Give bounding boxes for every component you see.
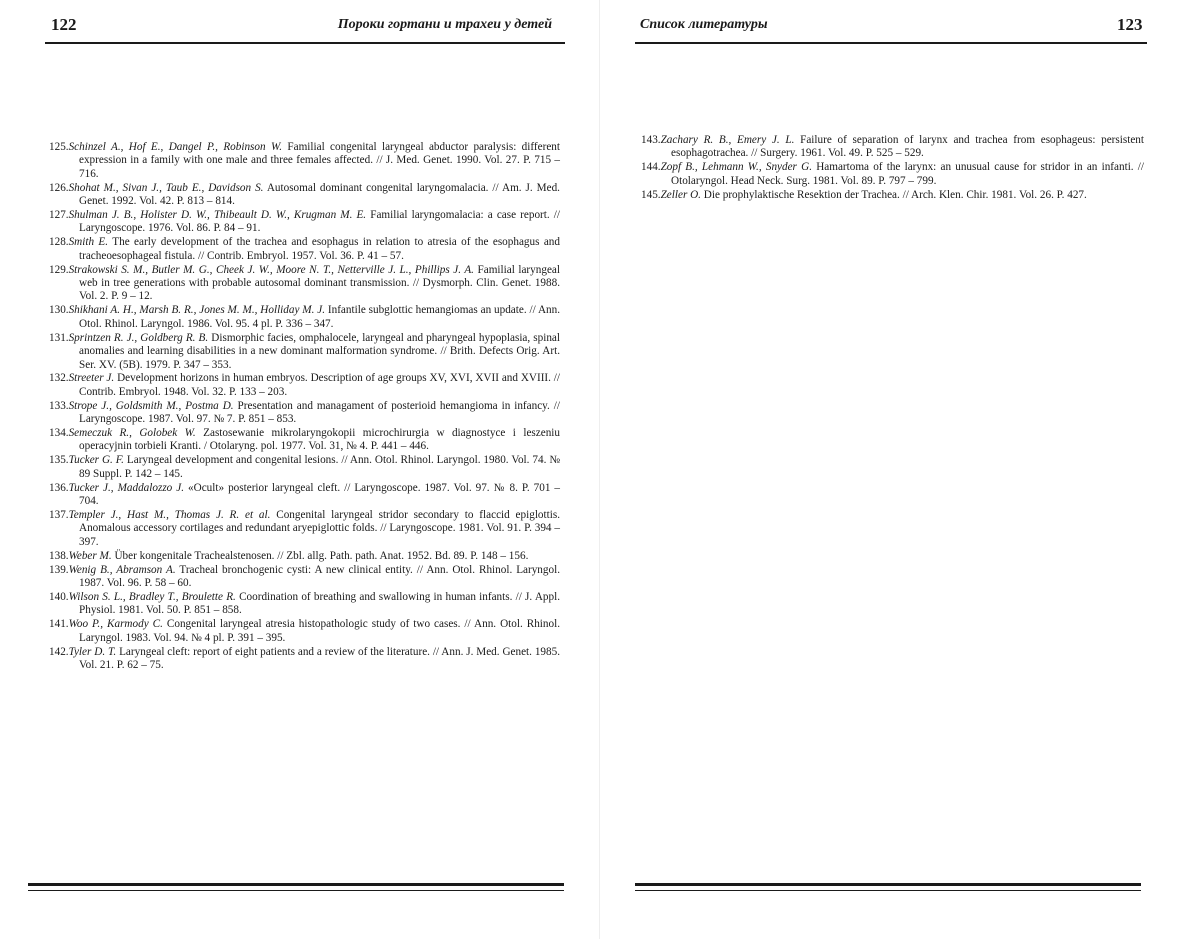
footer-rule-left (28, 883, 564, 886)
reference-text: Autosomal dominant congenital laryngomalacia. // Am. J. Med. Genet. 1992. Vol. 42. P. 813 – 814. (79, 181, 560, 208)
reference-number: 131. (49, 331, 69, 344)
reference-entry (49, 372, 560, 399)
reference-number: 126. (49, 181, 69, 194)
reference-number: 130. (49, 304, 69, 317)
reference-authors: Wilson S. L., Bradley T., Broulette R. (68, 590, 236, 603)
reference-entry (49, 509, 560, 549)
reference-authors: Wenig B., Abramson A. (68, 563, 176, 576)
reference-text: Coordination of breathing and swallowing in human infants. // J. Appl. Physiol. 1981. Vol. 50. P. 851 – 858. (79, 590, 560, 617)
reference-number: 133. (49, 399, 69, 412)
reference-text: Hamartoma of the larynx: an unusual cause for stridor in an infanti. // Otolaryngol. Head Neck. Surg. 1981. Vol. 89. P. 797 – 799. (671, 161, 1145, 187)
reference-number: 141. (49, 618, 69, 631)
reference-text: Presentation and managament of posterioid hemangioma in infancy. // Laryngoscope. 1987. Vol. 97. № 7. P. 851 – 853. (79, 399, 560, 426)
reference-text: Laryngeal development and congenital lesions. // Ann. Otol. Rhinol. Laryngol. 1980. Vol. 74. № 89 Suppl. P. 142 – 145. (79, 454, 560, 480)
right-page (600, 0, 1200, 939)
reference-authors: Strakowski S. M., Butler M. G., Cheek J. W., Moore N. T., Netterville J. L., Phillips J. A. (68, 263, 474, 276)
reference-entry (49, 332, 560, 372)
footer-rule-right (635, 883, 1141, 886)
reference-entry (49, 141, 560, 181)
reference-number: 135. (49, 454, 69, 467)
running-head-left: Пороки гортани и трахеи у детей (337, 17, 552, 32)
reference-number: 125. (49, 141, 69, 153)
reference-text: Dismorphic facies, omphalocele, laryngeal and pharyngeal hypoplasia, spinal anomalies and learning disabilities in a new dominant malformation syndrome. // Brith. Defects Orig. Art. Ser. XV. (5B). 1979. P. 347 – 353. (79, 331, 560, 371)
reference-authors: Zeller O. (660, 188, 701, 201)
reference-entry (49, 564, 560, 591)
reference-authors: Tucker J., Maddalozzo J. (68, 481, 185, 494)
reference-number: 142. (49, 645, 69, 658)
reference-text: «Ocult» posterior laryngeal cleft. // Laryngoscope. 1987. Vol. 97. № 8. P. 701 – 704. (79, 481, 561, 508)
reference-entry (49, 209, 560, 236)
reference-entry (49, 264, 560, 304)
reference-authors: Shikhani A. H., Marsh B. R., Jones M. M., Holliday M. J. (68, 304, 326, 317)
reference-authors: Sprintzen R. J., Goldberg R. B. (68, 331, 209, 344)
reference-authors: Streeter J. (68, 372, 115, 385)
header-rule-right (635, 42, 1147, 44)
reference-entry (49, 618, 560, 645)
reference-text: Zastosewanie mikrolaryngokopii microchirurgia w diagnostyce i leszeniu operacyjnin torbieli Kranti. / Otolaryng. pol. 1977. Vol. 31, № 4. P. 441 – 446. (79, 427, 560, 453)
reference-number: 137. (49, 508, 69, 521)
reference-authors: Weber M. (68, 549, 112, 562)
reference-authors: Templer J., Hast M., Thomas J. R. et al. (68, 508, 271, 521)
reference-text: Infantile subglottic hemangiomas an update. // Ann. Otol. Rhinol. Laryngol. 1986. Vol. 95. 4 pl. P. 336 – 347. (79, 304, 561, 330)
reference-text: Congenital laryngeal atresia histopathologic study of two cases. // Ann. Otol. Rhinol. Laryngol. 1983. Vol. 94. № 4 pl. P. 391 – 395. (79, 618, 560, 644)
reference-authors: Tyler D. T. (68, 645, 117, 658)
reference-text: The early development of the trachea and esophagus in relation to atresia of the esophagus and tracheoesophageal fistula. // Contrib. Embryol. 1957. Vol. 36. P. 41 – 57. (79, 236, 560, 262)
reference-entry (49, 400, 560, 427)
running-head-right: Список литературы (640, 17, 768, 32)
reference-authors: Shohat M., Sivan J., Taub E., Davidson S. (68, 181, 264, 194)
reference-authors: Semeczuk R., Golobek W. (68, 427, 196, 440)
reference-number: 139. (49, 563, 69, 576)
reference-text: Failure of separation of larynx and trachea from esophageus: persistent esophagotrachea. // Surgery. 1961. Vol. 49. P. 525 – 529. (671, 134, 1144, 160)
reference-text: Laryngeal cleft: report of eight patients and a review of the literature. // Ann. J. Med. Genet. 1985. Vol. 21. P. 62 – 75. (79, 645, 561, 671)
reference-number: 143. (641, 134, 661, 146)
reference-entry (49, 304, 560, 331)
reference-authors: Tucker G. F. (68, 454, 124, 467)
reference-number: 134. (49, 427, 69, 440)
reference-list-right (641, 134, 1144, 203)
reference-authors: Shulman J. B., Holister D. W., Thibeault D. W., Krugman M. E. (68, 209, 367, 222)
reference-authors: Schinzel A., Hof E., Dangel P., Robinson W. (68, 141, 283, 153)
reference-authors: Zachary R. B., Emery J. L. (660, 134, 795, 146)
page-number-right: 123 (1117, 15, 1143, 34)
reference-number: 132. (49, 372, 69, 385)
reference-entry (49, 591, 560, 618)
reference-authors: Zopf B., Lehmann W., Snyder G. (660, 161, 812, 174)
reference-entry (49, 482, 560, 509)
reference-entry (49, 182, 560, 209)
reference-entry (49, 550, 560, 563)
reference-list-left (49, 141, 560, 673)
reference-authors: Smith E. (68, 236, 109, 249)
reference-text: Congenital laryngeal stridor secondary to flaccid epiglottis. Anomalous accessory cortilages and redundant aryepiglottic folds. // Laryngoscope. 1981. Vol. 91. P. 394 – 397. (79, 508, 560, 548)
header-rule-left (45, 42, 565, 44)
reference-entry (641, 134, 1144, 161)
footer-rule-thin-right (635, 890, 1141, 891)
reference-text: Familial congenital laryngeal abductor paralysis: different expression in a family with one male and three females affected. // J. Med. Genet. 1990. Vol. 27. P. 715 – 716. (79, 141, 560, 180)
reference-entry (641, 189, 1144, 202)
reference-authors: Strope J., Goldsmith M., Postma D. (68, 399, 234, 412)
reference-number: 138. (49, 549, 69, 562)
reference-number: 129. (49, 263, 69, 276)
reference-number: 145. (641, 188, 661, 201)
reference-number: 136. (49, 481, 69, 494)
reference-number: 127. (49, 209, 69, 222)
reference-text: Familial laryngomalacia: a case report. // Laryngoscope. 1976. Vol. 86. P. 84 – 91. (79, 209, 561, 235)
reference-entry (49, 236, 560, 263)
reference-text: Über kongenitale Trachealstenosen. // Zbl. allg. Path. path. Anat. 1952. Bd. 89. P. 148 – 156. (114, 549, 529, 562)
footer-rule-thin-left (28, 890, 564, 891)
reference-number: 128. (49, 236, 69, 249)
reference-number: 144. (641, 161, 661, 174)
reference-entry (49, 427, 560, 454)
reference-number: 140. (49, 590, 69, 603)
reference-authors: Woo P., Karmody C. (68, 618, 163, 631)
reference-text: Die prophylaktische Resektion der Trachea. // Arch. Klen. Chir. 1981. Vol. 26. P. 427. (703, 188, 1087, 201)
reference-text: Development horizons in human embryos. Description of age groups XV, XVI, XVII and XVIII. // Contrib. Embryol. 1948. Vol. 32. P. 133 – 203. (79, 372, 561, 398)
reference-entry (641, 161, 1144, 188)
reference-entry (49, 646, 560, 673)
reference-entry (49, 454, 560, 481)
page-number-left: 122 (51, 15, 77, 34)
reference-text: Tracheal bronchogenic cysti: A new clinical entity. // Ann. Otol. Rhinol. Laryngol. 1987. Vol. 96. P. 58 – 60. (79, 563, 560, 589)
reference-text: Familial laryngeal web in tree generations with probable autosomal dominant transmission. // Dysmorph. Clin. Genet. 1988. Vol. 2. P. 9 – 12. (79, 263, 560, 303)
